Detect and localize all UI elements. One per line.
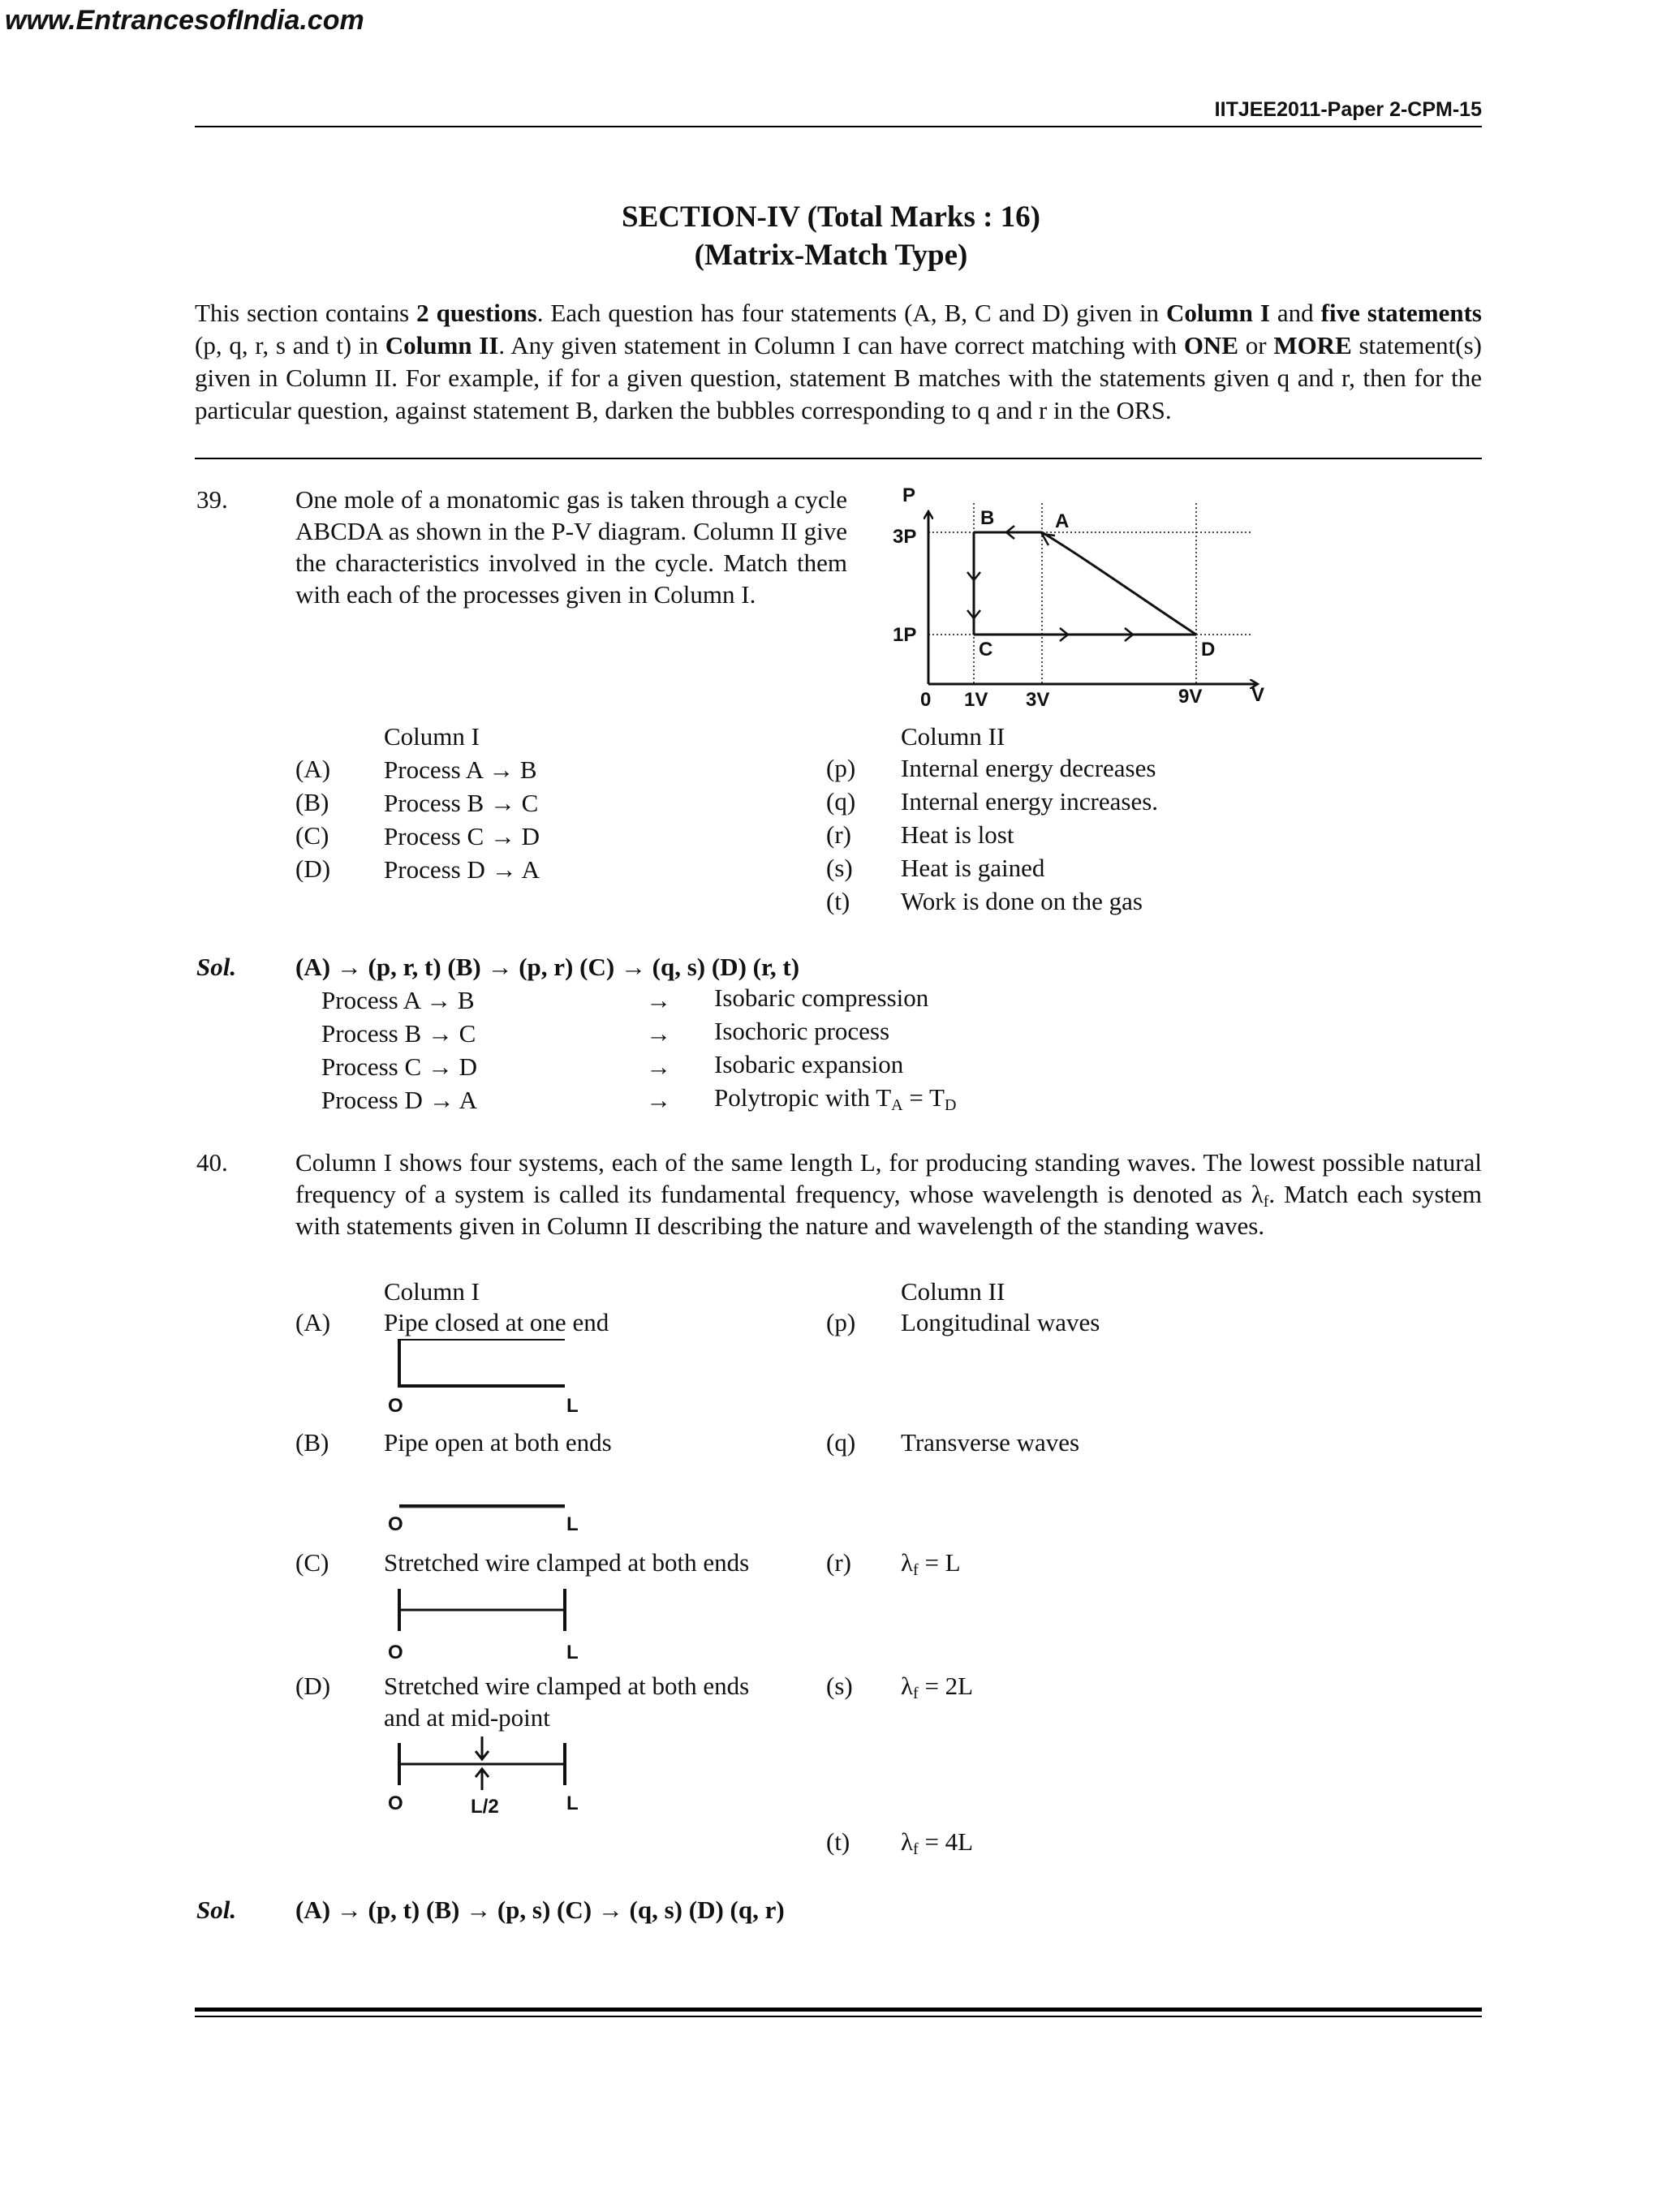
q40-col2-item: Transverse waves: [901, 1428, 1080, 1457]
midpoint-clamped-wire-figure: [381, 1736, 592, 1818]
question-39-text: One mole of a monatomic gas is taken through a cycle ABCDA as shown in the P-V diagram. Column II give the characteristics involved in the cycle. Match them with each of the processes given in Column I.: [295, 485, 847, 609]
q39-sol-process: Process D → A: [321, 1086, 478, 1114]
q40-col2-key: (s): [826, 1672, 853, 1700]
q39-col2-header: Column II: [901, 722, 1005, 751]
section-title: SECTION-IV (Total Marks : 16): [622, 200, 1040, 234]
q39-col2-item: Work is done on the gas: [901, 887, 1143, 915]
q39-col1-key: (C): [295, 821, 329, 850]
label-l: L: [566, 1513, 579, 1535]
section-instructions: This section contains 2 questions. Each question has four statements (A, B, C and D) given in Column I and five statements (p, q, r, s and t) in Column II. Any given statement in Column I can have correct matching with ONE or MORE statement(s) given in Column II. For example, if for a given question, statement B matches with the statements given q and r, then for the particular question, against statement B, darken the bubbles corresponding to q and r in the ORS.: [195, 299, 1482, 424]
q39-col1-key: (A): [295, 755, 331, 783]
q39-col2-key: (t): [826, 887, 850, 915]
label-o: O: [388, 1792, 403, 1814]
question-40-text: Column I shows four systems, each of the same length L, for producing standing waves. The lowest possible natural frequency of a system is called its fundamental frequency, whose wavelength is denoted as $\lambda_f$. Match each system with statements given in Column II describing the nature and wavelength of the standing waves.: [295, 1148, 1482, 1240]
q40-col1-key: (C): [295, 1548, 329, 1577]
q39-col1-item: Process A → B: [384, 755, 537, 784]
q39-col2-item: Internal energy increases.: [901, 787, 1159, 816]
pv-diagram: [876, 479, 1282, 722]
q39-col2-key: (r): [826, 820, 851, 849]
q40-col2-item: $\lambda_f = 4L$: [901, 1827, 974, 1858]
question-number-40: 40.: [196, 1148, 228, 1177]
q40-col2-item: $\lambda_f = L$: [901, 1548, 961, 1579]
clamped-wire-figure: [381, 1586, 592, 1667]
point-a-label: A: [1055, 510, 1070, 532]
footer-rule-thin: [195, 2016, 1482, 2017]
q40-col1-item: Stretched wire clamped at both ends: [384, 1672, 750, 1700]
q39-col1-key: (B): [295, 788, 329, 816]
q40-col1-item: Stretched wire clamped at both ends: [384, 1548, 750, 1577]
question-number-39: 39.: [196, 485, 228, 514]
q40-col1-key: (A): [295, 1308, 331, 1336]
q40-sol-answer: (A) → (p, t) (B) → (p, s) (C) → (q, s) (D) (q, r): [295, 1896, 785, 1924]
closed-pipe: [399, 1339, 565, 1386]
v-axis-label: V: [1251, 684, 1265, 706]
tick-3v: 3V: [1026, 689, 1050, 711]
q39-sol-answer: (A) → (p, r, t) (B) → (p, r) (C) → (q, s) (D) (r, t): [295, 953, 800, 981]
q40-col2-key: (p): [826, 1308, 856, 1336]
q40-col1-item: Pipe closed at one end: [384, 1308, 609, 1336]
label-mid: L/2: [471, 1796, 499, 1818]
point-b-label: B: [980, 507, 995, 529]
tick-3p: 3P: [893, 526, 917, 548]
q39-sol-arrow: →: [646, 1019, 671, 1048]
q39-col2-item: Heat is lost: [901, 820, 1014, 849]
q39-sol-process: Process C → D: [321, 1052, 478, 1081]
q40-col1-item: Pipe open at both ends: [384, 1428, 612, 1457]
q39-sol-arrow: →: [646, 1086, 671, 1114]
q39-col2-key: (p): [826, 754, 856, 782]
point-d-label: D: [1201, 639, 1216, 661]
q40-col2-item: Longitudinal waves: [901, 1308, 1100, 1336]
q40-col1-item-cont: and at mid-point: [384, 1703, 550, 1732]
label-l: L: [566, 1642, 579, 1663]
tick-1p: 1P: [893, 624, 917, 646]
q40-col2-header: Column II: [901, 1277, 1005, 1306]
q40-col1-header: Column I: [384, 1277, 480, 1306]
label-l: L: [566, 1792, 579, 1814]
q39-sol-label: Sol.: [196, 953, 237, 981]
q40-col1-key: (B): [295, 1428, 329, 1457]
p-axis-label: P: [902, 484, 916, 506]
q39-col2-item: Heat is gained: [901, 854, 1045, 882]
watermark-url: www.EntrancesofIndia.com: [5, 5, 364, 36]
intro-rule: [195, 458, 1482, 459]
tick-1v: 1V: [964, 689, 988, 711]
q39-col2-item: Internal energy decreases: [901, 754, 1156, 782]
q40-col2-key: (q): [826, 1428, 856, 1457]
q39-col1-item: Process B → C: [384, 789, 539, 817]
label-o: O: [388, 1513, 403, 1535]
origin-label: 0: [920, 689, 932, 711]
q39-sol-desc: Isobaric expansion: [714, 1050, 904, 1078]
q39-sol-process: Process B → C: [321, 1019, 476, 1048]
label-o: O: [388, 1642, 403, 1663]
q39-col1-item: Process D → A: [384, 855, 540, 884]
header-rule: [195, 126, 1482, 127]
q40-col1-key: (D): [295, 1672, 331, 1700]
footer-rule-thick: [195, 2008, 1482, 2012]
q40-col2-key: (r): [826, 1548, 851, 1577]
section-subtitle: (Matrix-Match Type): [694, 239, 968, 272]
q40-sol-label: Sol.: [196, 1896, 237, 1924]
label-o: O: [388, 1395, 403, 1417]
q39-sol-arrow: →: [646, 1052, 671, 1081]
q39-col1-item: Process C → D: [384, 822, 540, 850]
q39-sol-desc: Isobaric compression: [714, 983, 929, 1012]
q40-col2-item: $\lambda_f = 2L$: [901, 1672, 974, 1702]
tick-9v: 9V: [1178, 686, 1203, 708]
label-l: L: [566, 1395, 579, 1417]
q39-col1-header: Column I: [384, 722, 480, 751]
q39-col2-key: (q): [826, 787, 856, 816]
paper-code: IITJEE2011-Paper 2-CPM-15: [1214, 98, 1482, 121]
q39-sol-desc: Isochoric process: [714, 1017, 890, 1045]
q39-col2-key: (s): [826, 854, 853, 882]
q39-sol-desc: Polytropic with $T_A = T_D$: [714, 1083, 957, 1114]
q39-sol-arrow: →: [646, 986, 671, 1014]
point-c-label: C: [979, 639, 993, 661]
q39-col1-key: (D): [295, 854, 331, 883]
closed-pipe-figure: [381, 1339, 592, 1420]
open-pipe-figure: [381, 1493, 592, 1542]
q39-sol-process: Process A → B: [321, 986, 475, 1014]
q40-col2-key: (t): [826, 1827, 850, 1856]
path-d-a: [1042, 532, 1196, 635]
